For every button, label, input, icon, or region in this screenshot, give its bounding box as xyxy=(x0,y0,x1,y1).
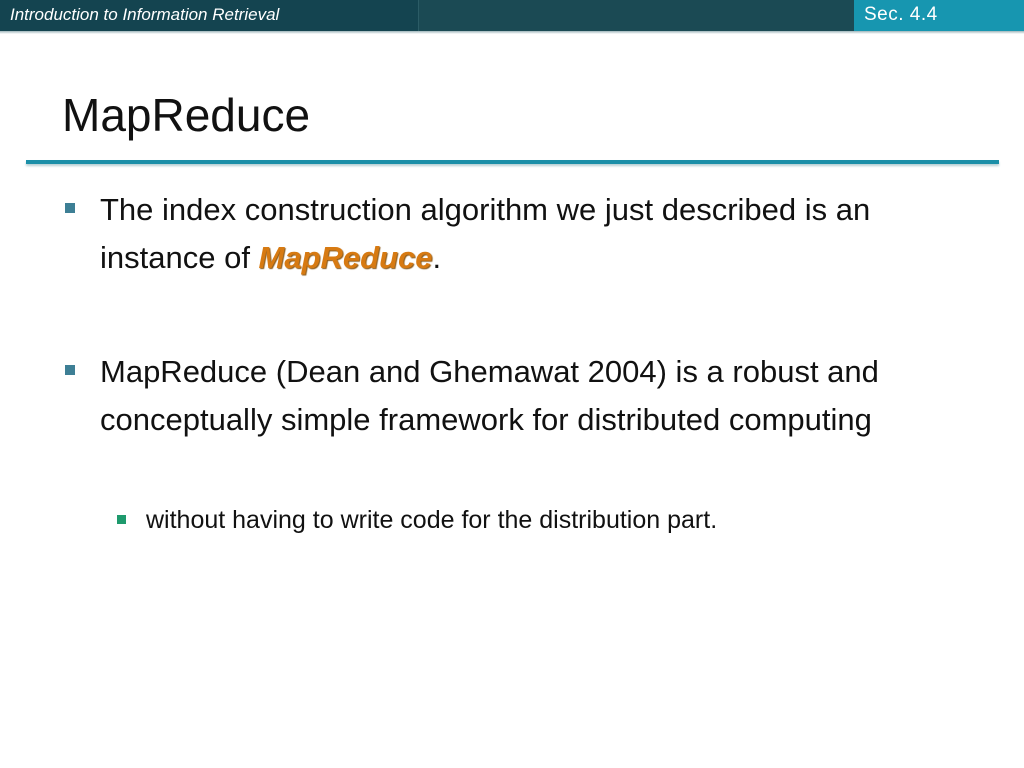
bullet-item-1 xyxy=(100,186,980,282)
course-title: Introduction to Information Retrieval xyxy=(10,5,280,24)
sub-bullet-square-icon xyxy=(117,515,126,524)
bullet-item-2: MapReduce (Dean and Ghemawat 2004) is a robust and conceptually simple framework for distributed computing xyxy=(100,354,879,437)
bullet-item-1-period: . xyxy=(432,240,442,275)
bullet-square-icon xyxy=(65,203,75,213)
header-bar xyxy=(0,0,1024,31)
mapreduce-emphasis: MapReduce xyxy=(258,240,433,275)
slide-title: MapReduce xyxy=(62,89,311,141)
bullet-square-icon xyxy=(65,365,75,375)
bullet-item-1-text: The index construction algorithm we just described is an instance of xyxy=(100,192,871,275)
sub-bullet-item-1: without having to write code for the distribution part. xyxy=(146,506,718,534)
section-label: Sec. 4.4 xyxy=(864,4,938,25)
header-divider xyxy=(0,31,1024,34)
course-title-panel xyxy=(0,0,419,31)
section-badge xyxy=(854,0,1024,31)
title-underline xyxy=(26,160,999,164)
